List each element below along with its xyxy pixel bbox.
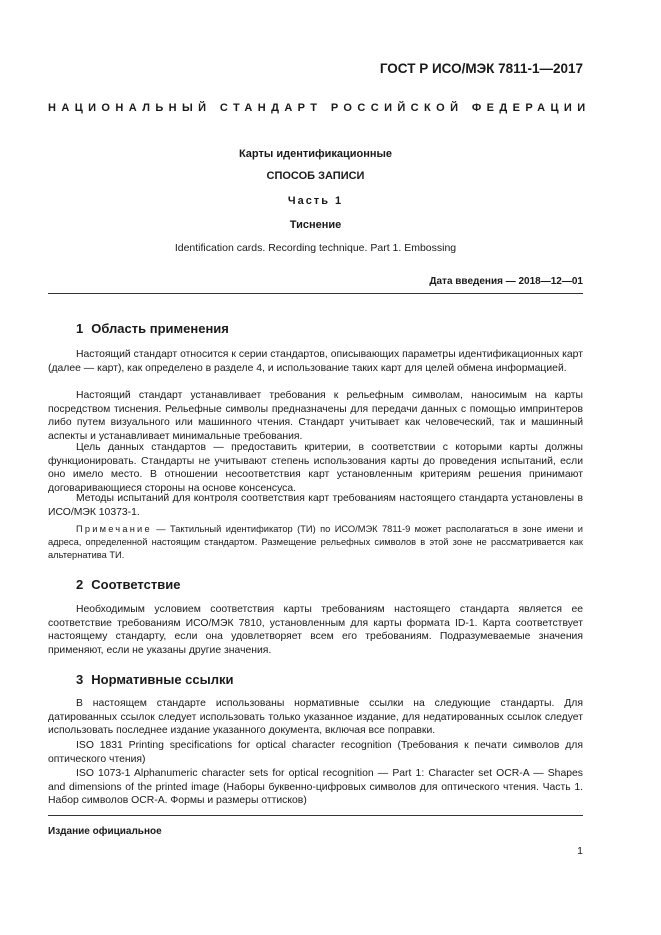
section-1-paragraph-4: Методы испытаний для контроля соответствия карт требованиям настоящего стандарта установлены в ИСО/МЭК 10373-1.	[48, 493, 583, 518]
standard-number: ГОСТ Р ИСО/МЭК 7811-1—2017	[379, 61, 583, 76]
section-1-paragraph-2: Настоящий стандарт устанавливает требования к рельефным символам, наносимым на карты посредством тиснения. Рельефные символы предназначены для передачи данных с помощью импринтеров либо путем визуального или машинного чтения. Стандарт учитывает как человеческий, так и машинный аспекты и устанавливает минимальные требования.	[48, 390, 583, 442]
section-title: Нормативные ссылки	[91, 672, 234, 687]
section-title: Соответствие	[91, 577, 181, 592]
national-standard-banner: НАЦИОНАЛЬНЫЙ СТАНДАРТ РОССИЙСКОЙ ФЕДЕРАЦИИ	[48, 102, 591, 114]
note-text: — Тактильный идентификатор (ТИ) по ИСО/МЭК 7811-9 может располагаться в зоне имени и адреса, определенной настоящим стандартом. Размещение рельефных символов в этой зоне не рассматривается как альтернатива ТИ.	[48, 524, 583, 560]
introduction-date: Дата введения — 2018—12—01	[429, 276, 583, 287]
header-divider	[48, 293, 583, 294]
document-title: Карты идентификационные	[238, 148, 393, 160]
section-3-reference-iso-1073-1: ISO 1073-1 Alphanumeric character sets for optical recognition — Part 1: Character set OCR-A — Shapes and dimensions of the printed image (Наборы буквенно-цифровых символов для оптического чтения. Часть 1. Набор символов OCR-A. Формы и размеры оттисков)	[48, 768, 583, 806]
section-3-paragraph-1: В настоящем стандарте использованы нормативные ссылки на следующие стандарты. Для датированных ссылок следует использовать только указанное издание, для недатированных ссылок следует использовать последнее издание указанного документа, включая все поправки.	[48, 698, 583, 736]
section-3-heading	[76, 672, 233, 687]
section-1-heading	[76, 321, 229, 336]
edition-label: Издание официальное	[48, 826, 162, 837]
section-1-paragraph-3: Цель данных стандартов — предоставить критерии, в соответствии с которыми карты должны функционировать. Стандарты не учитывают степень использования карты до проведения испытаний, если оно имело место. В отношении несоответствия карт установленным критериям решения принимают договаривающиеся стороны на основе консенсуса.	[48, 442, 583, 494]
section-3-reference-iso-1831: ISO 1831 Printing specifications for optical character recognition (Требования к печати символов для оптического чтения)	[48, 740, 583, 765]
section-title: Область применения	[91, 321, 229, 336]
section-2-paragraph-1: Необходимым условием соответствия карты требованиям настоящего стандарта является ее соответствие требованиям ИСО/МЭК 7810, установленным для карты формата ID-1. Карта соответствует настоящему стандарту, если она удовлетворяет всем его требованиям. Подразумеваемые значения применяют, если не указаны другие значения.	[48, 604, 583, 656]
page-number: 1	[577, 845, 583, 857]
section-1-note	[48, 523, 583, 562]
footer-divider	[48, 815, 583, 816]
section-number: 1	[76, 321, 84, 336]
note-label: Примечание	[76, 524, 152, 534]
document-part: Часть 1	[287, 195, 344, 207]
document-method: СПОСОБ ЗАПИСИ	[266, 170, 365, 182]
document-title-english: Identification cards. Recording technique. Part 1. Embossing	[174, 242, 457, 254]
section-number: 2	[76, 577, 84, 592]
section-2-heading	[76, 577, 180, 592]
section-1-paragraph-1: Настоящий стандарт относится к серии стандартов, описывающих параметры идентификационных карт (далее — карт), как определено в разделе 4, и использование таких карт для целей обмена информацией.	[48, 349, 583, 374]
document-subtitle: Тиснение	[289, 219, 342, 231]
section-number: 3	[76, 672, 84, 687]
